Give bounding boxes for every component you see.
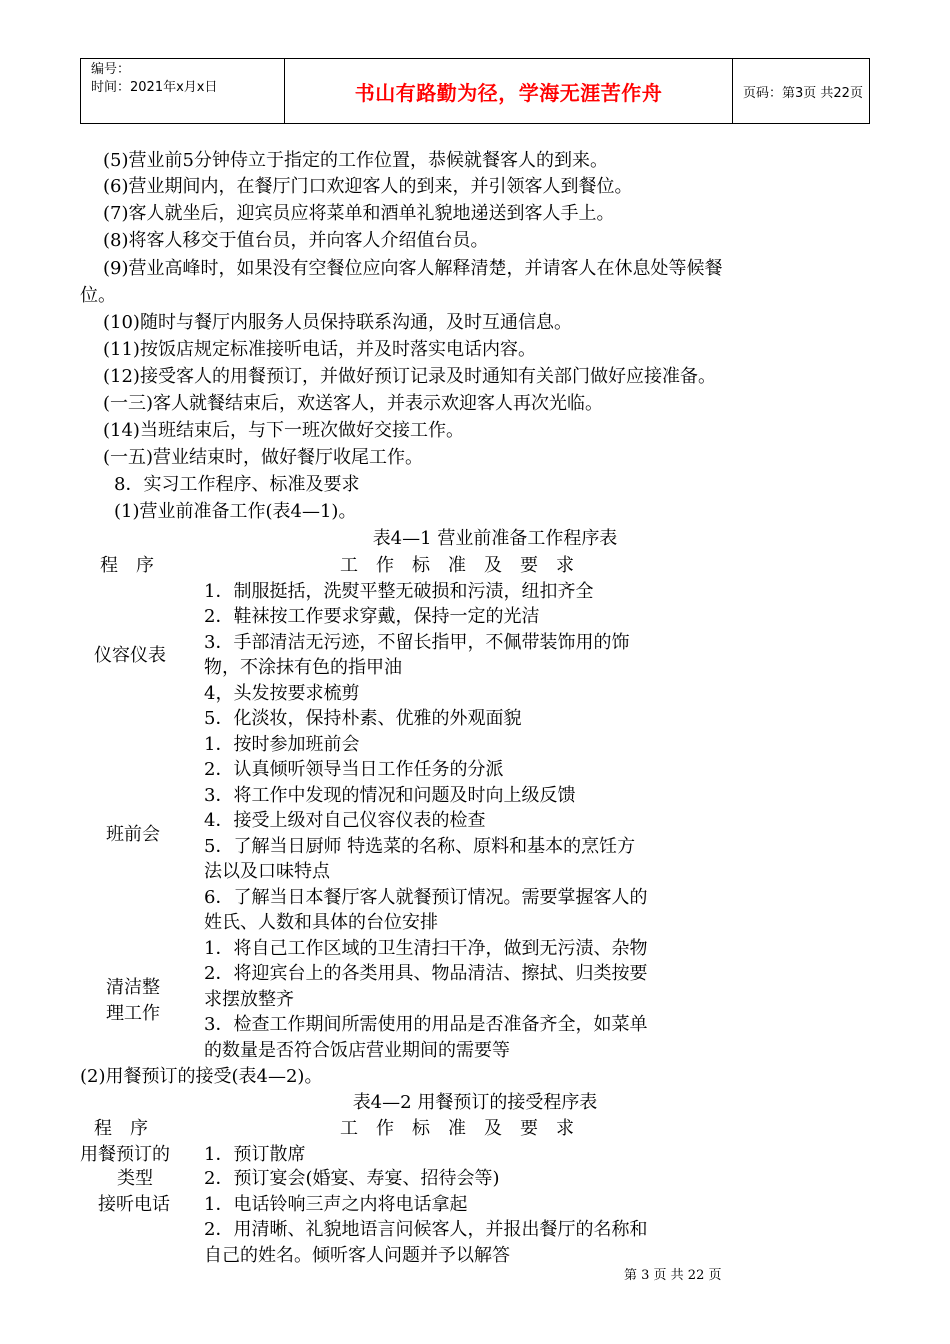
paragraph: (8)将客人移交于值台员，并向客人介绍值台员。 (103, 230, 489, 251)
table-cell: 4．接受上级对自己仪容仪表的检查 (204, 810, 486, 831)
header-motto: 书山有路勤为径，学海无涯苦作舟 (354, 80, 663, 105)
table1-section-name: 清洁整 (106, 977, 160, 998)
table-cell: 6．了解当日本餐厅客人就餐预订情况。需要掌握客人的 (204, 887, 648, 908)
paragraph: (9)营业高峰时，如果没有空餐位应向客人解释清楚，并请客人在休息处等候餐 (103, 258, 723, 279)
table-cell: 自己的姓名。倾听客人问题并予以解答 (204, 1245, 510, 1266)
paragraph: (5)营业前5分钟侍立于指定的工作位置，恭候就餐客人的到来。 (103, 150, 608, 171)
page-info: 页码：第3页 共22页 (743, 85, 863, 101)
table-cell: 1．将自己工作区域的卫生清扫干净，做到无污渍、杂物 (204, 938, 648, 959)
paragraph: (1)营业前准备工作(表4—1)。 (114, 501, 357, 522)
table-cell: 3．检查工作期间所需使用的用品是否准备齐全，如菜单 (204, 1014, 648, 1035)
time-label: 时间：2021年x月x日 (91, 80, 218, 95)
header-motto-cell (285, 59, 733, 123)
table-cell: 5．了解当日厨师 特选菜的名称、原料和基本的烹饪方 (204, 836, 636, 857)
table-cell: 4，头发按要求梳剪 (204, 683, 360, 704)
paragraph: (2)用餐预订的接受(表4—2)。 (80, 1066, 323, 1087)
table1-section-name: 仪容仪表 (94, 645, 166, 666)
table1-caption: 表4—1 营业前准备工作程序表 (372, 528, 618, 549)
table2-caption: 表4—2 用餐预订的接受程序表 (352, 1092, 598, 1113)
table-cell: 1．预订散席 (204, 1144, 306, 1165)
table-cell: 2．用清晰、礼貌地语言问候客人，并报出餐厅的名称和 (204, 1219, 648, 1240)
table2-section-name: 用餐预订的 (80, 1144, 170, 1165)
table-cell: 5．化淡妆，保持朴素、优雅的外观面貌 (204, 708, 522, 729)
table-cell: 法以及口味特点 (204, 861, 330, 882)
paragraph: 位。 (80, 285, 116, 306)
paragraph: (12)接受客人的用餐预订，并做好预订记录及时通知有关部门做好应接准备。 (103, 366, 716, 387)
header-meta (81, 59, 285, 123)
table-cell: 1．电话铃响三声之内将电话拿起 (204, 1194, 468, 1215)
paragraph: (7)客人就坐后，迎宾员应将菜单和酒单礼貌地递送到客人手上。 (103, 203, 615, 224)
paragraph: (6)营业期间内，在餐厅门口欢迎客人的到来，并引领客人到餐位。 (103, 176, 633, 197)
section-heading: 8．实习工作程序、标准及要求 (114, 474, 360, 495)
paragraph: (一五)营业结束时，做好餐厅收尾工作。 (103, 447, 424, 468)
table-cell: 3．将工作中发现的情况和问题及时向上级反馈 (204, 785, 576, 806)
table1-col-program: 程序 (100, 555, 172, 576)
table2-section-name: 类型 (117, 1168, 153, 1189)
table-cell: 2．认真倾听领导当日工作任务的分派 (204, 759, 504, 780)
header-page-info (733, 59, 869, 123)
table-cell: 1．按时参加班前会 (204, 734, 360, 755)
table1-section-name: 班前会 (106, 824, 160, 845)
paragraph: (14)当班结束后，与下一班次做好交接工作。 (103, 420, 464, 441)
table-cell: 的数量是否符合饭店营业期间的需要等 (204, 1040, 510, 1061)
table-cell: 2．预订宴会(婚宴、寿宴、招待会等) (204, 1168, 500, 1189)
table-cell: 物，不涂抹有色的指甲油 (204, 657, 402, 678)
table2-col-program: 程序 (94, 1118, 166, 1139)
table-cell: 2．鞋袜按工作要求穿戴，保持一定的光洁 (204, 606, 540, 627)
page-footer: 第 3 页 共 22 页 (624, 1268, 722, 1283)
table2-section-name: 接听电话 (98, 1194, 170, 1215)
table1-col-standard: 工作标准及要求 (340, 555, 592, 576)
paragraph: (一三)客人就餐结束后，欢送客人，并表示欢迎客人再次光临。 (103, 393, 604, 414)
table-cell: 3．手部清洁无污迹，不留长指甲，不佩带装饰用的饰 (204, 632, 630, 653)
table2-col-standard: 工作标准及要求 (340, 1118, 592, 1139)
page-header (80, 58, 870, 124)
number-label: 编号： (91, 62, 131, 77)
table1-section-name: 理工作 (106, 1003, 160, 1024)
table-cell: 姓氏、人数和具体的台位安排 (204, 912, 438, 933)
paragraph: (10)随时与餐厅内服务人员保持联系沟通，及时互通信息。 (103, 312, 572, 333)
table-cell: 求摆放整齐 (204, 989, 294, 1010)
table-cell: 1．制服挺括，洗熨平整无破损和污渍，纽扣齐全 (204, 581, 594, 602)
table-cell: 2．将迎宾台上的各类用具、物品清洁、擦拭、归类按要 (204, 963, 648, 984)
paragraph: (11)按饭店规定标准接听电话，并及时落实电话内容。 (103, 339, 536, 360)
